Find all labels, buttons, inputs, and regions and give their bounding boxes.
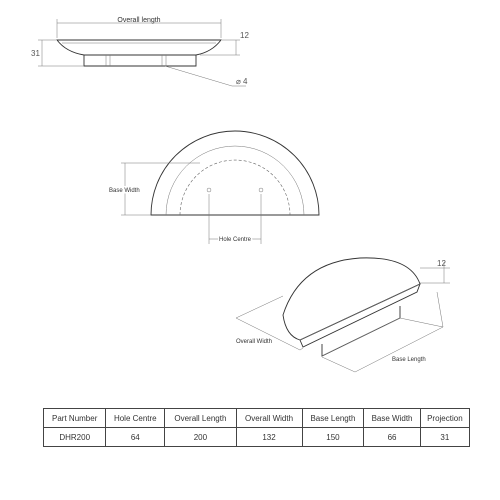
spec-table <box>43 408 470 447</box>
iso-height-dim: 12 <box>437 259 446 268</box>
cell-overall-length: 200 <box>165 428 236 447</box>
cell-projection: 31 <box>420 428 469 447</box>
hole-centre-label: Hole Centre <box>218 237 252 243</box>
overall-length-label: Overall length <box>117 17 161 24</box>
front-view <box>31 17 249 86</box>
col-hole-centre: Hole Centre <box>106 409 165 428</box>
table-row <box>44 428 470 447</box>
cell-base-length: 150 <box>302 428 364 447</box>
hole-diameter-dim: ⌀ 4 <box>236 77 248 86</box>
col-base-width: Base Width <box>364 409 420 428</box>
col-part-number: Part Number <box>44 409 106 428</box>
table-header-row <box>44 409 470 428</box>
top-view <box>109 131 319 244</box>
overall-width-label: Overall Width <box>236 339 273 345</box>
cell-base-width: 66 <box>364 428 420 447</box>
base-length-label: Base Length <box>392 357 426 363</box>
front-height-dim: 12 <box>240 31 249 40</box>
cell-part-number: DHR200 <box>44 428 106 447</box>
front-projection-dim: 31 <box>31 49 40 58</box>
cell-overall-width: 132 <box>236 428 302 447</box>
col-overall-length: Overall Length <box>165 409 236 428</box>
col-overall-width: Overall Width <box>236 409 302 428</box>
col-projection: Projection <box>420 409 469 428</box>
col-base-length: Base Length <box>302 409 364 428</box>
iso-view <box>236 258 450 372</box>
base-width-label: Base Width <box>109 188 140 194</box>
cell-hole-centre: 64 <box>106 428 165 447</box>
